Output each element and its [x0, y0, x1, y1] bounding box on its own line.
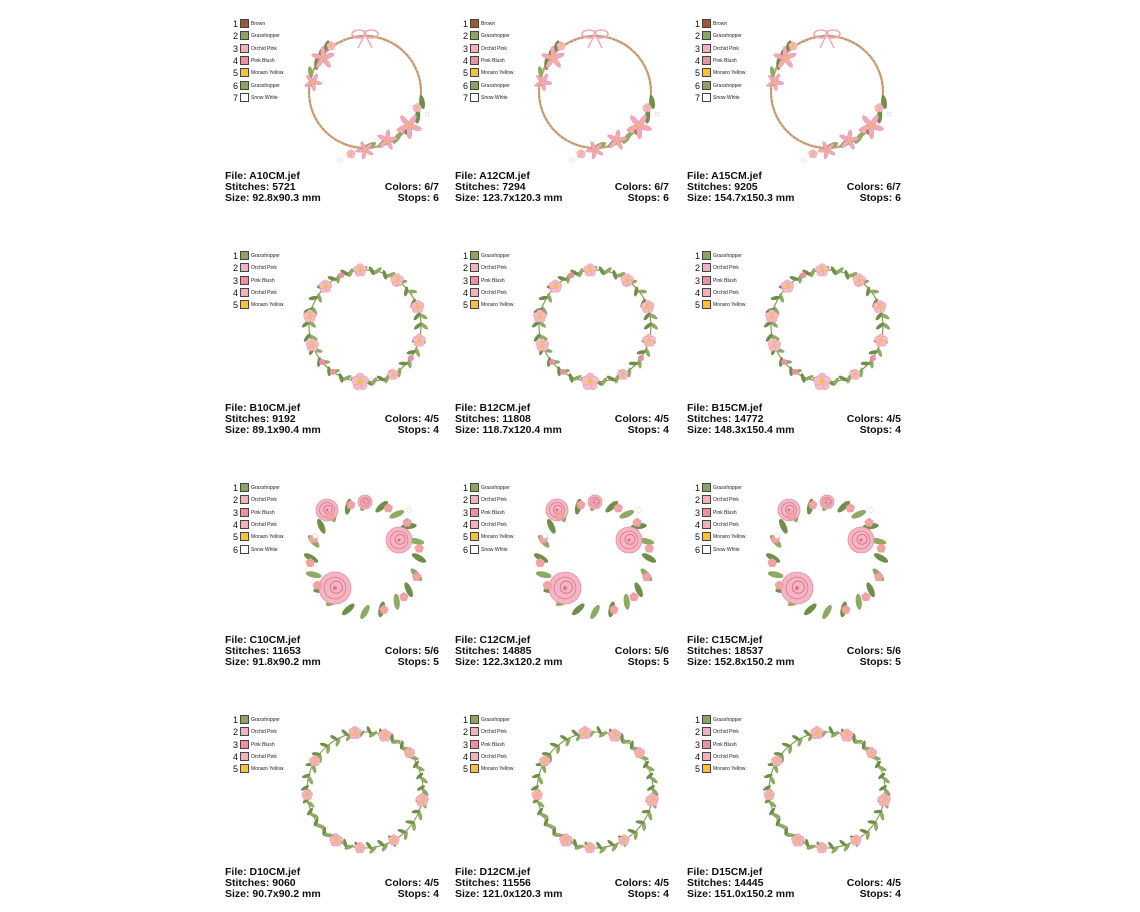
legend-number: 4	[694, 55, 700, 66]
legend-number: 4	[232, 519, 238, 530]
legend-number: 1	[694, 19, 700, 29]
color-swatch	[240, 276, 249, 285]
color-swatch	[470, 19, 479, 28]
color-swatch	[240, 56, 249, 65]
color-swatch	[240, 81, 249, 90]
color-swatch	[240, 300, 249, 309]
legend-number: 2	[694, 727, 700, 738]
design-card	[455, 246, 675, 446]
legend-number: 5	[462, 532, 468, 543]
color-count: Colors: 6/7	[384, 181, 439, 193]
color-swatch	[240, 483, 249, 492]
color-swatch	[470, 740, 479, 749]
color-name: Brown	[713, 21, 728, 27]
color-count: Colors: 5/6	[614, 645, 669, 657]
design-card	[455, 710, 675, 910]
design-card	[225, 478, 445, 678]
color-count: Colors: 4/5	[384, 877, 439, 889]
color-swatch	[470, 44, 479, 53]
color-name: Orchid Pink	[481, 521, 507, 528]
legend-number: 2	[462, 263, 468, 274]
color-name: Snow White	[713, 94, 740, 101]
stitch-count: Stitches: 5721	[225, 181, 296, 193]
wreath-design-preview	[291, 248, 439, 396]
legend-number: 1	[694, 483, 700, 493]
design-size: Size: 118.7x120.4 mm	[455, 424, 562, 436]
stitch-count: Stitches: 14445	[687, 877, 764, 889]
color-name: Orchid Pink	[481, 289, 507, 296]
color-name: Monaro Yellow	[713, 534, 746, 541]
color-count: Colors: 5/6	[846, 645, 901, 657]
legend-number: 1	[462, 715, 468, 725]
color-name: Monaro Yellow	[251, 302, 284, 309]
legend-number: 7	[694, 92, 700, 103]
color-swatch	[702, 752, 711, 761]
color-swatch	[702, 19, 711, 28]
color-name: Orchid Pink	[251, 729, 277, 736]
legend-number: 1	[462, 483, 468, 493]
file-name: File: B12CM.jef	[455, 402, 531, 414]
legend-number: 1	[232, 715, 238, 725]
stop-count: Stops: 4	[627, 424, 669, 436]
color-swatch	[240, 68, 249, 77]
color-name: Brown	[251, 21, 266, 27]
color-name: Pink Blush	[481, 277, 505, 284]
color-swatch	[702, 93, 711, 102]
legend-number: 2	[694, 31, 700, 42]
legend-number: 5	[232, 764, 238, 775]
color-swatch	[240, 44, 249, 53]
color-swatch	[470, 715, 479, 724]
legend-number: 3	[462, 739, 468, 750]
legend-number: 3	[462, 507, 468, 518]
stop-count: Stops: 4	[397, 888, 439, 900]
wreath-design-preview	[753, 480, 901, 628]
color-swatch	[240, 251, 249, 260]
color-swatch	[240, 752, 249, 761]
legend-number: 2	[694, 263, 700, 274]
legend-number: 5	[694, 764, 700, 775]
legend-number: 2	[462, 495, 468, 506]
color-swatch	[240, 545, 249, 554]
design-card	[225, 710, 445, 910]
wreath-design-preview	[521, 480, 669, 628]
file-name: File: C12CM.jef	[455, 634, 531, 646]
color-count: Colors: 4/5	[614, 413, 669, 425]
legend-number: 6	[232, 80, 238, 91]
color-swatch	[470, 31, 479, 40]
legend-number: 5	[462, 68, 468, 79]
color-swatch	[702, 288, 711, 297]
design-size: Size: 152.8x150.2 mm	[687, 656, 795, 668]
color-swatch	[470, 81, 479, 90]
color-swatch	[702, 300, 711, 309]
color-swatch	[240, 288, 249, 297]
legend-number: 2	[694, 495, 700, 506]
design-size: Size: 92.8x90.3 mm	[225, 192, 321, 204]
color-name: Orchid Pink	[251, 45, 277, 52]
color-swatch	[702, 740, 711, 749]
design-card	[687, 710, 907, 910]
color-name: Pink Blush	[251, 277, 275, 284]
color-name: Orchid Pink	[713, 45, 739, 52]
legend-number: 3	[694, 275, 700, 286]
legend-number: 6	[232, 544, 238, 555]
color-swatch	[702, 532, 711, 541]
color-name: Grasshopper	[251, 253, 280, 259]
design-size: Size: 151.0x150.2 mm	[687, 888, 795, 900]
legend-number: 4	[462, 751, 468, 762]
color-name: Monaro Yellow	[251, 70, 284, 77]
color-name: Monaro Yellow	[481, 302, 514, 309]
color-name: Orchid Pink	[251, 521, 277, 528]
stop-count: Stops: 4	[859, 424, 901, 436]
color-swatch	[240, 727, 249, 736]
design-card	[225, 246, 445, 446]
color-name: Pink Blush	[481, 741, 505, 748]
color-name: Snow White	[251, 546, 278, 553]
stitch-count: Stitches: 11556	[455, 877, 531, 889]
color-swatch	[240, 19, 249, 28]
stop-count: Stops: 6	[627, 192, 669, 204]
color-name: Grasshopper	[713, 253, 742, 259]
wreath-design-preview	[521, 16, 669, 164]
color-swatch	[702, 251, 711, 260]
color-name: Pink Blush	[481, 509, 505, 516]
color-count: Colors: 6/7	[846, 181, 901, 193]
color-name: Grasshopper	[713, 33, 742, 40]
legend-number: 5	[694, 300, 700, 311]
stitch-count: Stitches: 11653	[225, 645, 301, 657]
legend-number: 3	[232, 739, 238, 750]
color-name: Monaro Yellow	[481, 70, 514, 77]
color-name: Grasshopper	[251, 485, 280, 491]
design-card	[687, 478, 907, 678]
color-swatch	[470, 56, 479, 65]
color-name: Grasshopper	[251, 717, 280, 723]
legend-number: 2	[462, 31, 468, 42]
file-name: File: D15CM.jef	[687, 866, 763, 878]
legend-number: 5	[462, 300, 468, 311]
design-card	[687, 14, 907, 214]
color-name: Monaro Yellow	[713, 302, 746, 309]
color-swatch	[702, 495, 711, 504]
color-name: Orchid Pink	[481, 729, 507, 736]
color-swatch	[240, 715, 249, 724]
legend-number: 1	[232, 19, 238, 29]
legend-number: 6	[694, 80, 700, 91]
wreath-design-preview	[753, 248, 901, 396]
color-swatch	[240, 764, 249, 773]
color-swatch	[702, 764, 711, 773]
color-name: Grasshopper	[713, 82, 742, 89]
stitch-count: Stitches: 9060	[225, 877, 296, 889]
legend-number: 1	[232, 251, 238, 261]
legend-number: 4	[462, 287, 468, 298]
color-swatch	[702, 545, 711, 554]
color-name: Pink Blush	[481, 57, 505, 64]
color-name: Snow White	[713, 546, 740, 553]
file-name: File: C10CM.jef	[225, 634, 301, 646]
color-name: Orchid Pink	[481, 45, 507, 52]
legend-number: 4	[232, 751, 238, 762]
color-count: Colors: 4/5	[614, 877, 669, 889]
color-swatch	[470, 263, 479, 272]
wreath-design-preview	[291, 480, 439, 628]
file-name: File: A10CM.jef	[225, 170, 300, 182]
color-name: Pink Blush	[713, 509, 737, 516]
wreath-design-preview	[291, 712, 439, 860]
color-name: Pink Blush	[713, 277, 737, 284]
legend-number: 5	[232, 68, 238, 79]
design-size: Size: 123.7x120.3 mm	[455, 192, 563, 204]
stitch-count: Stitches: 14772	[687, 413, 764, 425]
color-name: Brown	[481, 21, 496, 27]
design-size: Size: 121.0x120.3 mm	[455, 888, 563, 900]
color-swatch	[470, 288, 479, 297]
color-swatch	[470, 545, 479, 554]
color-name: Monaro Yellow	[251, 766, 284, 773]
legend-number: 7	[232, 92, 238, 103]
stop-count: Stops: 5	[397, 656, 439, 668]
color-name: Pink Blush	[251, 57, 275, 64]
legend-number: 2	[232, 31, 238, 42]
color-swatch	[702, 276, 711, 285]
legend-number: 6	[462, 544, 468, 555]
legend-number: 1	[462, 19, 468, 29]
color-name: Orchid Pink	[713, 729, 739, 736]
color-name: Orchid Pink	[713, 497, 739, 504]
legend-number: 5	[232, 300, 238, 311]
color-name: Grasshopper	[481, 33, 510, 40]
color-swatch	[470, 251, 479, 260]
color-name: Monaro Yellow	[481, 766, 514, 773]
color-name: Orchid Pink	[251, 497, 277, 504]
legend-number: 5	[694, 532, 700, 543]
wreath-design-preview	[753, 712, 901, 860]
stitch-count: Stitches: 9205	[687, 181, 758, 193]
legend-number: 4	[232, 55, 238, 66]
design-size: Size: 90.7x90.2 mm	[225, 888, 321, 900]
design-size: Size: 122.3x120.2 mm	[455, 656, 563, 668]
color-count: Colors: 4/5	[384, 413, 439, 425]
color-count: Colors: 4/5	[846, 413, 901, 425]
color-name: Orchid Pink	[713, 753, 739, 760]
legend-number: 2	[462, 727, 468, 738]
color-name: Pink Blush	[713, 741, 737, 748]
color-name: Grasshopper	[481, 82, 510, 89]
legend-number: 5	[694, 68, 700, 79]
color-name: Orchid Pink	[251, 265, 277, 272]
color-swatch	[470, 520, 479, 529]
color-swatch	[702, 483, 711, 492]
design-card	[455, 14, 675, 214]
design-card	[455, 478, 675, 678]
color-name: Grasshopper	[251, 33, 280, 40]
color-swatch	[702, 44, 711, 53]
color-swatch	[470, 764, 479, 773]
stop-count: Stops: 4	[397, 424, 439, 436]
stop-count: Stops: 4	[859, 888, 901, 900]
color-name: Orchid Pink	[713, 289, 739, 296]
legend-number: 4	[462, 55, 468, 66]
legend-number: 5	[232, 532, 238, 543]
file-name: File: B15CM.jef	[687, 402, 763, 414]
color-swatch	[470, 727, 479, 736]
color-name: Monaro Yellow	[713, 70, 746, 77]
color-swatch	[470, 276, 479, 285]
legend-number: 3	[694, 43, 700, 54]
stop-count: Stops: 5	[627, 656, 669, 668]
color-name: Monaro Yellow	[481, 534, 514, 541]
color-swatch	[470, 495, 479, 504]
color-swatch	[702, 68, 711, 77]
design-size: Size: 154.7x150.3 mm	[687, 192, 795, 204]
color-name: Grasshopper	[251, 82, 280, 89]
stitch-count: Stitches: 18537	[687, 645, 764, 657]
color-name: Monaro Yellow	[713, 766, 746, 773]
legend-number: 4	[232, 287, 238, 298]
legend-number: 1	[232, 483, 238, 493]
wreath-design-preview	[521, 712, 669, 860]
color-swatch	[470, 300, 479, 309]
color-name: Orchid Pink	[251, 753, 277, 760]
color-name: Pink Blush	[251, 509, 275, 516]
legend-number: 3	[694, 739, 700, 750]
color-swatch	[470, 532, 479, 541]
legend-number: 3	[694, 507, 700, 518]
file-name: File: A15CM.jef	[687, 170, 762, 182]
color-swatch	[470, 752, 479, 761]
stitch-count: Stitches: 14885	[455, 645, 532, 657]
color-name: Orchid Pink	[481, 753, 507, 760]
wreath-design-preview	[521, 248, 669, 396]
design-size: Size: 91.8x90.2 mm	[225, 656, 321, 668]
color-swatch	[470, 93, 479, 102]
color-swatch	[240, 31, 249, 40]
color-swatch	[240, 508, 249, 517]
color-name: Orchid Pink	[251, 289, 277, 296]
color-swatch	[702, 520, 711, 529]
color-name: Orchid Pink	[713, 265, 739, 272]
legend-number: 4	[462, 519, 468, 530]
file-name: File: B10CM.jef	[225, 402, 301, 414]
color-count: Colors: 5/6	[384, 645, 439, 657]
file-name: File: D10CM.jef	[225, 866, 301, 878]
stitch-count: Stitches: 7294	[455, 181, 526, 193]
color-name: Orchid Pink	[481, 265, 507, 272]
wreath-design-preview	[753, 16, 901, 164]
legend-number: 3	[232, 275, 238, 286]
legend-number: 1	[462, 251, 468, 261]
color-name: Grasshopper	[713, 717, 742, 723]
color-name: Snow White	[481, 546, 508, 553]
color-swatch	[470, 508, 479, 517]
color-name: Pink Blush	[713, 57, 737, 64]
color-swatch	[702, 56, 711, 65]
color-swatch	[702, 31, 711, 40]
stop-count: Stops: 6	[397, 192, 439, 204]
file-name: File: D12CM.jef	[455, 866, 531, 878]
color-name: Grasshopper	[481, 253, 510, 259]
color-swatch	[702, 508, 711, 517]
color-name: Grasshopper	[481, 717, 510, 723]
color-name: Pink Blush	[251, 741, 275, 748]
stop-count: Stops: 6	[859, 192, 901, 204]
legend-number: 7	[462, 92, 468, 103]
stitch-count: Stitches: 9192	[225, 413, 296, 425]
color-swatch	[240, 495, 249, 504]
color-name: Monaro Yellow	[251, 534, 284, 541]
color-swatch	[240, 93, 249, 102]
color-swatch	[702, 727, 711, 736]
legend-number: 6	[462, 80, 468, 91]
color-swatch	[470, 68, 479, 77]
legend-number: 1	[694, 715, 700, 725]
color-count: Colors: 4/5	[846, 877, 901, 889]
legend-number: 3	[232, 43, 238, 54]
color-swatch	[702, 263, 711, 272]
legend-number: 3	[232, 507, 238, 518]
wreath-design-preview	[291, 16, 439, 164]
color-swatch	[240, 740, 249, 749]
color-swatch	[702, 81, 711, 90]
design-card	[225, 14, 445, 214]
legend-number: 2	[232, 495, 238, 506]
color-name: Grasshopper	[713, 485, 742, 491]
stop-count: Stops: 4	[627, 888, 669, 900]
legend-number: 4	[694, 287, 700, 298]
color-name: Orchid Pink	[481, 497, 507, 504]
design-size: Size: 148.3x150.4 mm	[687, 424, 795, 436]
color-count: Colors: 6/7	[614, 181, 669, 193]
color-swatch	[702, 715, 711, 724]
legend-number: 2	[232, 727, 238, 738]
legend-number: 3	[462, 275, 468, 286]
stop-count: Stops: 5	[859, 656, 901, 668]
color-name: Snow White	[251, 94, 278, 101]
design-size: Size: 89.1x90.4 mm	[225, 424, 321, 436]
color-name: Grasshopper	[481, 485, 510, 491]
design-card	[687, 246, 907, 446]
legend-number: 2	[232, 263, 238, 274]
color-swatch	[240, 532, 249, 541]
legend-number: 3	[462, 43, 468, 54]
color-name: Snow White	[481, 94, 508, 101]
legend-number: 4	[694, 519, 700, 530]
legend-number: 1	[694, 251, 700, 261]
color-swatch	[470, 483, 479, 492]
stitch-count: Stitches: 11808	[455, 413, 531, 425]
color-swatch	[240, 520, 249, 529]
legend-number: 4	[694, 751, 700, 762]
file-name: File: C15CM.jef	[687, 634, 763, 646]
file-name: File: A12CM.jef	[455, 170, 530, 182]
color-swatch	[240, 263, 249, 272]
legend-number: 6	[694, 544, 700, 555]
legend-number: 5	[462, 764, 468, 775]
color-name: Orchid Pink	[713, 521, 739, 528]
